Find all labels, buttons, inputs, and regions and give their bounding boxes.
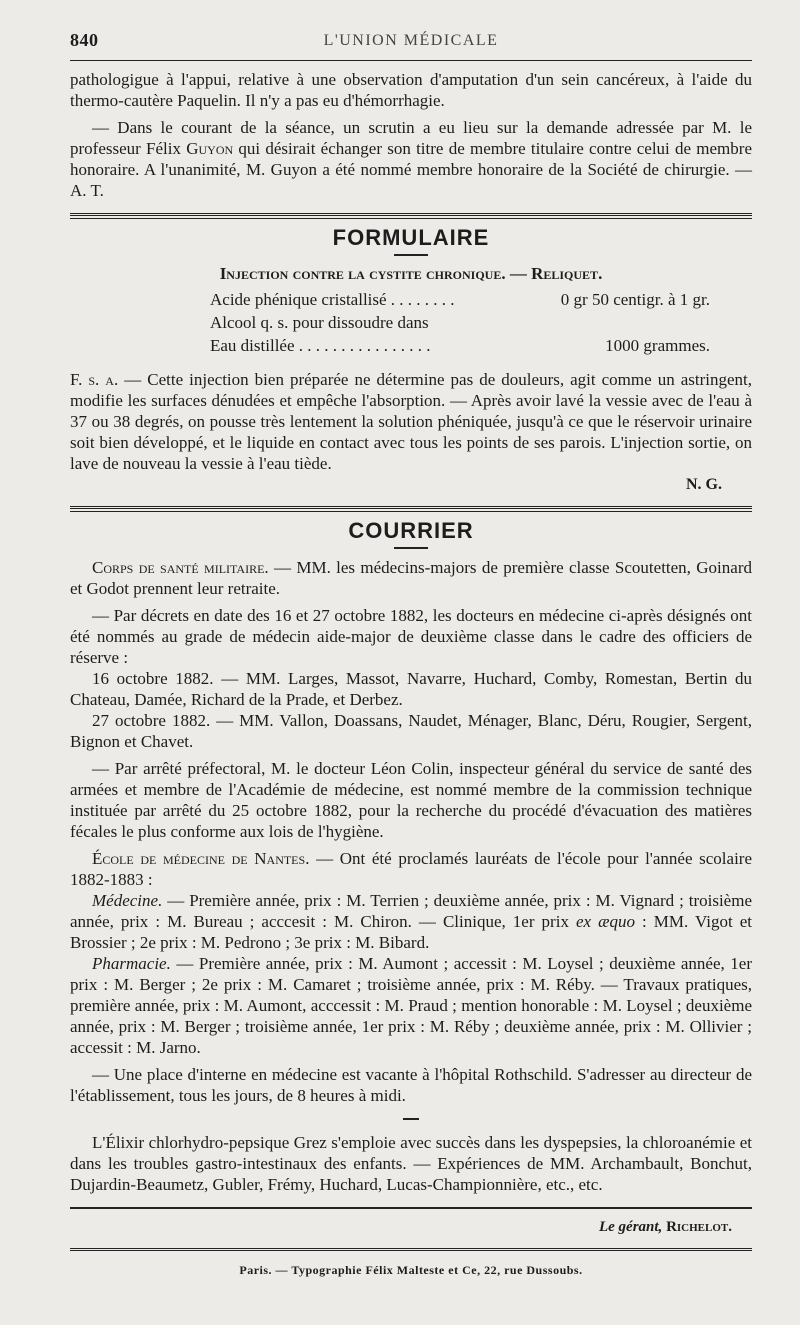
ingredient-row: Acide phénique cristallisé . . . . . . . . 0 gr 50 centigr. à 1 gr. <box>210 290 710 309</box>
page-number: 840 <box>70 30 99 50</box>
section-title-courrier: COURRIER <box>348 518 474 543</box>
signature-initials: N. G. <box>686 476 722 493</box>
intro-paragraph-1: pathologigue à l'appui, relative à une observation d'amputation d'un sein cancéreux, à l'aide du thermo-cautère Paquelin. Il n'y a pas eu d'hémorrhagie. <box>70 70 752 110</box>
section-title-formulaire: FORMULAIRE <box>332 225 490 250</box>
ingredient-row: Eau distillée . . . . . . . . . . . . . . . . 1000 grammes. <box>210 336 710 355</box>
news-paragraph: — Par décrets en date des 16 et 27 octobre 1882, les docteurs en médecine ci-après désignés ont été nommés au grade de médecin aide-major de deuxième classe dans le cadre des officiers de réserve : <box>70 606 752 667</box>
news-paragraph: — Une place d'interne en médecine est vacante à l'hôpital Rothschild. S'adresser au directeur de l'établissement, tous les jours, de 8 heures à midi. <box>70 1065 752 1105</box>
printer-imprint: Paris. — Typographie Félix Malteste et Ce, 22, rue Dussoubs. <box>239 1263 583 1277</box>
ingredient-list <box>210 288 710 357</box>
news-paragraph: Corps de santé militaire. — MM. les médecins-majors de première classe Scoutetten, Goinard et Godot prennent leur retraite. <box>70 558 752 598</box>
gerant-signature: Le gérant, Richelot. <box>598 1219 732 1235</box>
news-paragraph: — Par arrêté préfectoral, M. le docteur Léon Colin, inspecteur général du service de santé des armées et membre de l'Académie de médecine, est nommé membre de la commission technique instituée par arrêté du 25 octobre 1882, pour la recherche du procédé d'évacuation des matières fécales le plus conforme aux lois de l'hygiène. <box>70 759 752 841</box>
section-divider-formulaire <box>70 213 752 219</box>
title-underline <box>394 547 428 549</box>
header-rule <box>70 60 752 61</box>
center-dash <box>403 1118 419 1120</box>
ingredient-row: Alcool q. s. pour dissoudre dans <box>210 313 429 332</box>
title-underline <box>394 254 428 256</box>
running-head <box>70 30 752 60</box>
news-paragraph: 16 octobre 1882. — MM. Larges, Massot, Navarre, Huchard, Comby, Romestan, Bertin du Chateau, Damée, Richard de la Prade, et Derbez. <box>70 669 752 709</box>
recipe-instructions: F. s. a. — Cette injection bien préparée ne détermine pas de douleurs, agit comme un astringent, modifie les surfaces dénudées et empêche l'absorption. — Après avoir lavé la vessie avec de l'eau à 37 ou 38 degrés, on pousse très lentement la solution phéniquée, jusqu'à ce que le réservoir urinaire soit bien développé, et le liquide en contact avec tous les points de ses parois. L'injection sortie, on lave de nouveau la vessie à l'eau tiède. <box>70 370 752 473</box>
section-divider-courrier <box>70 506 752 512</box>
bottom-rule <box>70 1248 752 1253</box>
author-name: Guyon <box>186 139 234 158</box>
news-paragraph: Médecine. — Première année, prix : M. Terrien ; deuxième année, prix : M. Vignard ; troisième année, prix : M. Bureau ; acccesit : M. Chiron. — Clinique, 1er prix ex æquo : MM. Vigot et Brossier ; 2e prix : M. Pedrono ; 3e prix : M. Bibard. <box>70 891 752 952</box>
news-paragraph: 27 octobre 1882. — MM. Vallon, Doassans, Naudet, Ménager, Blanc, Déru, Rougier, Sergent, Bignon et Chavet. <box>70 711 752 751</box>
journal-title: L'UNION MÉDICALE <box>323 32 499 49</box>
intro-paragraph-2: — Dans le courant de la séance, un scrutin a eu lieu sur la demande adressée par M. le professeur Félix Guyon qui désirait échanger son titre de membre titulaire contre celui de membre honoraire. A l'unanimité, M. Guyon a été nommé membre honoraire de la Société de chirurgie. — A. T. <box>70 118 752 200</box>
footer-rule <box>70 1207 752 1209</box>
advertisement-paragraph: L'Élixir chlorhydro-pepsique Grez s'emploie avec succès dans les dyspepsies, la chloroanémie et dans les troubles gastro-intestinaux des enfants. — Expériences de MM. Archambault, Bonchut, Dujardin-Beaumetz, Gubler, Frémy, Huchard, Lucas-Championnière, etc., etc. <box>70 1133 752 1194</box>
news-paragraph: Pharmacie. — Première année, prix : M. Aumont ; accessit : M. Loysel ; deuxième année, 1er prix : M. Berger ; 2e prix : M. Camaret ; troisième année, prix : M. Réby. — Travaux pratiques, première année, prix : M. Aumont, acccessit : M. Praud ; mention honorable : M. Loysel ; deuxième année, prix : M. Berger ; troisième année, 1er prix : M. Réby ; deuxième année, prix : M. Ollivier ; accessit : M. Jarno. <box>70 954 752 1057</box>
news-paragraph: École de médecine de Nantes. — Ont été proclamés lauréats de l'école pour l'année scolaire 1882-1883 : <box>70 849 752 889</box>
recipe-title: Injection contre la cystite chronique. — Reliquet. <box>219 264 603 283</box>
